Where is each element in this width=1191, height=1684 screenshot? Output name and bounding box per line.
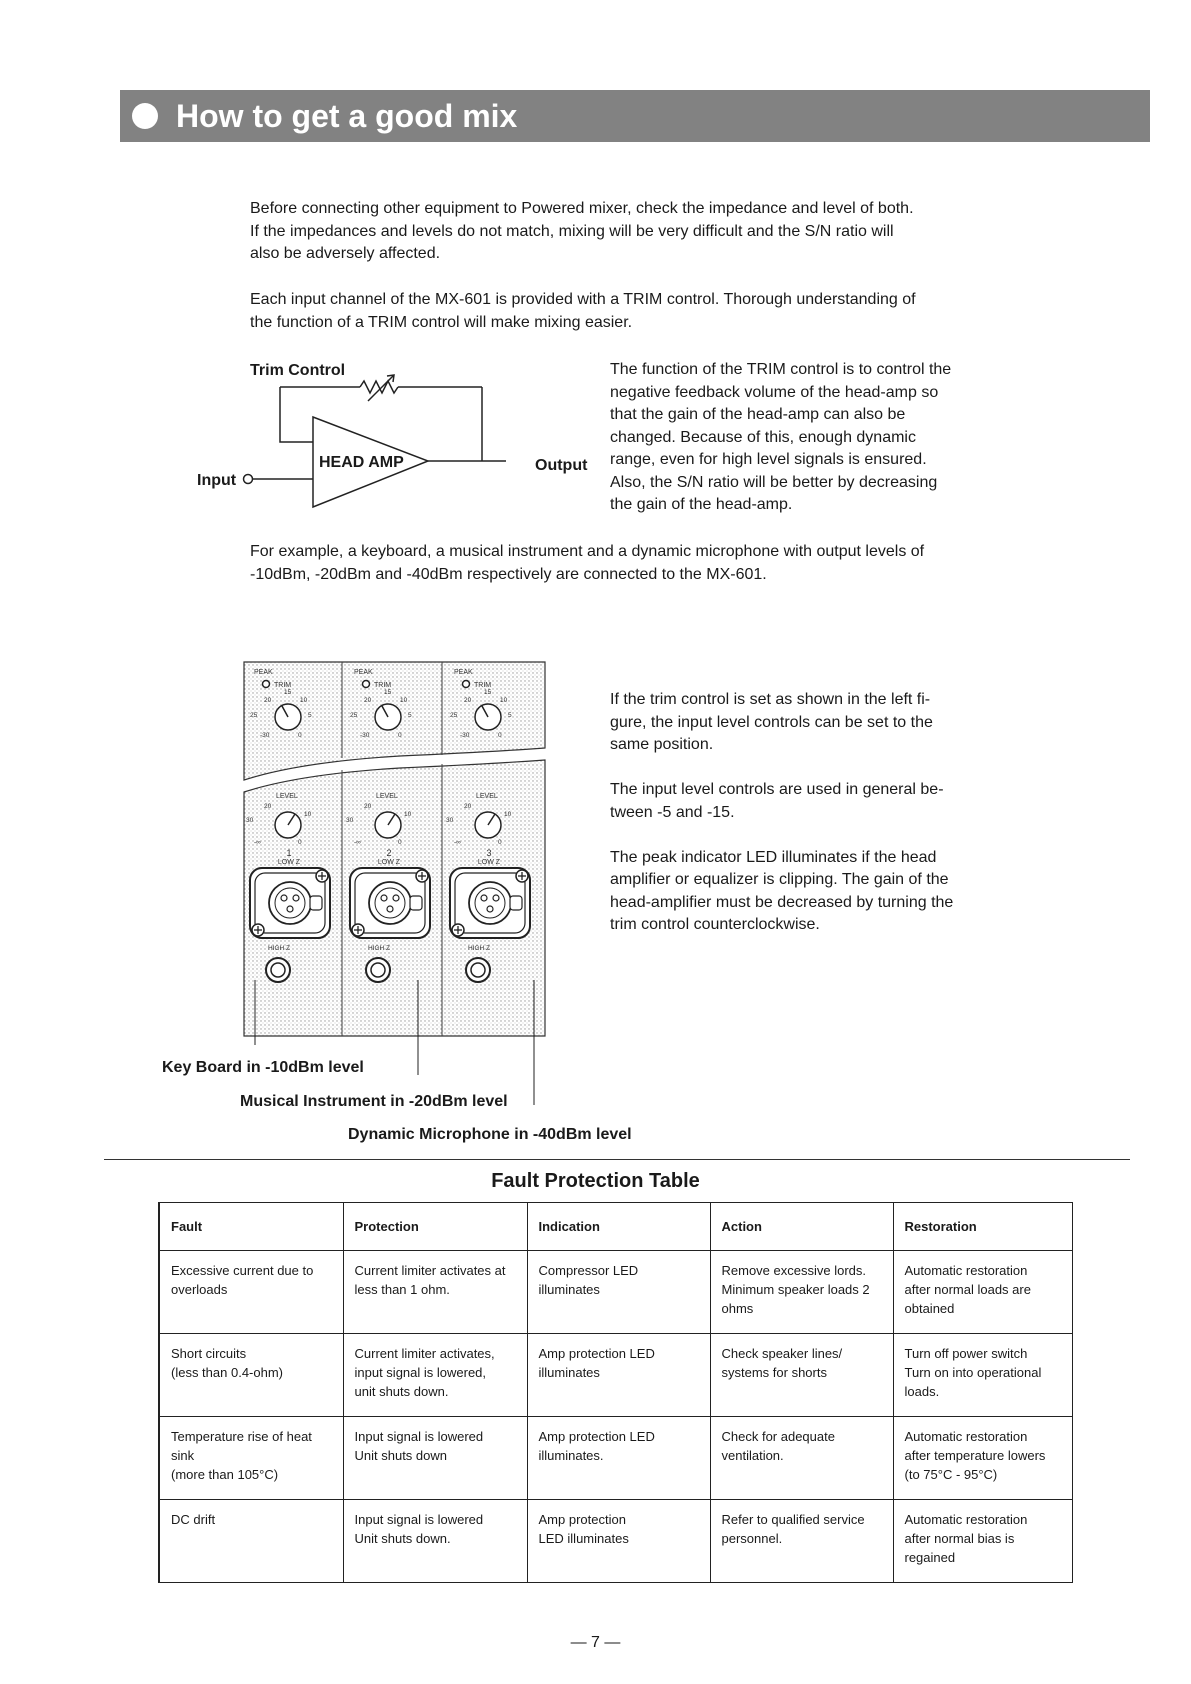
channel-number: 1 — [286, 848, 292, 858]
panel-scale-label: 5 — [508, 712, 512, 719]
table-cell — [343, 1500, 527, 1583]
table-cell — [343, 1251, 527, 1334]
instrument-level-label: Musical Instrument in -20dBm level — [240, 1093, 508, 1110]
cell-text-line: Unit shuts down. — [354, 1531, 451, 1546]
panel-scale-label: 20 — [364, 803, 372, 810]
panel-scale-label: -30 — [360, 732, 370, 739]
cell-text-line: after temperature lowers — [904, 1448, 1046, 1463]
head-amp-label: HEAD AMP — [319, 454, 404, 471]
cell-text-line: illuminates — [538, 1365, 600, 1380]
panel-scale-label: -30 — [260, 732, 270, 739]
trim-label: TRIM — [374, 682, 392, 689]
text-line: The function of the TRIM control is to control the — [610, 361, 952, 378]
spacer — [610, 824, 992, 847]
table-cell — [527, 1500, 710, 1583]
cell-text-line: sink — [171, 1448, 195, 1463]
table-cell — [159, 1251, 343, 1334]
trim-label: TRIM — [274, 682, 292, 689]
fault-table-title: Fault Protection Table — [491, 1170, 700, 1192]
low-z-label: LOW Z — [377, 859, 401, 866]
peak-led-icon — [363, 681, 370, 688]
panel-scale-label: 10 — [404, 811, 412, 818]
keyboard-level-label: Key Board in -10dBm level — [162, 1059, 364, 1076]
column-header: Action — [710, 1203, 893, 1251]
trim-label: TRIM — [474, 682, 492, 689]
table-cell — [159, 1500, 343, 1583]
cell-text-line: regained — [904, 1550, 956, 1565]
table-cell — [527, 1251, 710, 1334]
table-row — [159, 1500, 1072, 1583]
cell-text-line: Remove excessive lords. — [721, 1263, 866, 1278]
text-line: the gain of the head-amp. — [610, 496, 793, 513]
panel-scale-label: 0 — [498, 732, 502, 739]
table-cell — [159, 1417, 343, 1500]
cell-text-line: unit shuts down. — [354, 1384, 449, 1399]
example-paragraph — [250, 541, 992, 586]
section-title: How to get a good mix — [176, 98, 518, 134]
cell-text-line: after normal loads are — [904, 1282, 1031, 1297]
trim-control-label: Trim Control — [250, 362, 346, 379]
panel-scale-label: 25 — [350, 712, 358, 719]
table-cell — [343, 1417, 527, 1500]
panel-scale-label: 0 — [298, 732, 302, 739]
cell-text-line: loads. — [904, 1384, 940, 1399]
table-cell — [710, 1500, 893, 1583]
table-cell — [343, 1334, 527, 1417]
column-header: Fault — [159, 1203, 343, 1251]
cell-text-line: after normal bias is — [904, 1531, 1015, 1546]
channel-number: 2 — [386, 848, 392, 858]
panel-scale-label: -∞ — [454, 839, 461, 846]
table-cell — [893, 1251, 1072, 1334]
cell-text-line: (more than 105°C) — [171, 1467, 279, 1482]
trim-intro-paragraph — [250, 289, 992, 334]
high-z-label: HIGH Z — [368, 945, 391, 952]
cell-text-line: Minimum speaker loads 2 — [721, 1282, 870, 1297]
panel-scale-label: 0 — [498, 839, 502, 846]
intro-paragraph — [250, 198, 992, 266]
cell-text-line: personnel. — [721, 1531, 783, 1546]
cell-text-line: (to 75°C - 95°C) — [904, 1467, 998, 1482]
text-line: range, even for high level signals is ensured. — [610, 451, 927, 468]
panel-scale-label: 25 — [250, 712, 258, 719]
cell-text-line: Unit shuts down — [354, 1448, 447, 1463]
channel-number: 3 — [486, 848, 492, 858]
text-line: For example, a keyboard, a musical instrument and a dynamic microphone with output levels of — [250, 543, 925, 560]
text-line: amplifier or equalizer is clipping. The gain of the — [610, 871, 949, 888]
panel-scale-label: 20 — [464, 803, 472, 810]
text-line: same position. — [610, 736, 714, 753]
panel-scale-label: 20 — [464, 697, 472, 704]
cell-text-line: Input signal is lowered — [354, 1429, 484, 1444]
cell-text-line: illuminates — [538, 1282, 600, 1297]
trim-description — [610, 359, 992, 517]
table-cell — [159, 1334, 343, 1417]
low-z-label: LOW Z — [277, 859, 301, 866]
cell-text-line: overloads — [171, 1282, 228, 1297]
column-header: Indication — [527, 1203, 710, 1251]
text-line: that the gain of the head-amp can also be — [610, 406, 906, 423]
text-line: head-amplifier must be decreased by turning the — [610, 893, 954, 911]
table-row — [159, 1334, 1072, 1417]
panel-scale-label: 30 — [246, 817, 254, 824]
panel-scale-label: 10 — [300, 697, 308, 704]
table-row — [159, 1417, 1072, 1500]
panel-scale-label: 30 — [446, 817, 454, 824]
peak-label: PEAK — [254, 669, 273, 676]
panel-scale-label: -∞ — [254, 839, 261, 846]
table-cell — [710, 1251, 893, 1334]
text-line: If the impedances and levels do not match, mixing will be very difficult and the S/N ratio will — [250, 222, 894, 240]
text-line: The input level controls are used in general be- — [610, 781, 944, 798]
section-header-bar — [120, 90, 1150, 142]
level-label: LEVEL — [276, 793, 298, 800]
trim-control-diagram — [180, 355, 600, 525]
cell-text-line: Excessive current due to — [171, 1263, 314, 1278]
cell-text-line: Compressor LED — [538, 1263, 639, 1278]
table-cell — [893, 1334, 1072, 1417]
level-label: LEVEL — [476, 793, 498, 800]
text-line: the function of a TRIM control will make mixing easier. — [250, 313, 633, 331]
panel-scale-label: 20 — [264, 803, 272, 810]
output-label: Output — [535, 457, 588, 474]
cell-text-line: input signal is lowered, — [354, 1365, 487, 1380]
cell-text-line: Automatic restoration — [904, 1263, 1028, 1278]
cell-text-line: systems for shorts — [721, 1365, 827, 1380]
cell-text-line: Current limiter activates, — [354, 1346, 495, 1361]
panel-scale-label: 0 — [398, 839, 402, 846]
column-header: Protection — [343, 1203, 527, 1251]
panel-scale-label: -30 — [460, 732, 470, 739]
panel-scale-label: 30 — [346, 817, 354, 824]
cell-text-line: Automatic restoration — [904, 1512, 1028, 1527]
cell-text-line: Refer to qualified service — [721, 1512, 865, 1527]
column-header: Restoration — [893, 1203, 1072, 1251]
microphone-level-label: Dynamic Microphone in -40dBm level — [348, 1126, 632, 1143]
cell-text-line: Current limiter activates at — [354, 1263, 506, 1278]
spacer — [610, 757, 992, 780]
cell-text-line: illuminates. — [538, 1448, 604, 1463]
cell-text-line: Turn on into operational — [904, 1365, 1042, 1380]
table-cell — [527, 1417, 710, 1500]
panel-description — [610, 689, 992, 937]
panel-scale-label: 0 — [298, 839, 302, 846]
panel-scale-label: 5 — [408, 712, 412, 719]
table-cell — [893, 1500, 1072, 1583]
cell-text-line: (less than 0.4-ohm) — [171, 1365, 283, 1380]
cell-text-line: Amp protection LED — [538, 1346, 655, 1361]
peak-label: PEAK — [354, 669, 373, 676]
panel-scale-label: 15 — [484, 689, 492, 696]
text-line: trim control counterclockwise. — [610, 916, 820, 933]
table-cell — [893, 1417, 1072, 1500]
high-z-label: HIGH Z — [468, 945, 491, 952]
table-header-row — [159, 1203, 1072, 1251]
text-line: gure, the input level controls can be set to the — [610, 713, 933, 731]
text-line: Each input channel of the MX-601 is provided with a TRIM control. Thorough understanding of — [250, 291, 916, 308]
panel-scale-label: 20 — [364, 697, 372, 704]
text-line: tween -5 and -15. — [610, 803, 735, 821]
table-cell — [527, 1334, 710, 1417]
peak-label: PEAK — [454, 669, 473, 676]
panel-scale-label: 0 — [398, 732, 402, 739]
text-line: changed. Because of this, enough dynamic — [610, 428, 916, 446]
panel-scale-label: 20 — [264, 697, 272, 704]
section-divider — [104, 1159, 1130, 1160]
fault-protection-table — [158, 1202, 1073, 1583]
panel-scale-label: 10 — [400, 697, 408, 704]
cell-text-line: Automatic restoration — [904, 1429, 1028, 1444]
high-z-label: HIGH Z — [268, 945, 291, 952]
panel-scale-label: 5 — [308, 712, 312, 719]
panel-scale-label: 25 — [450, 712, 458, 719]
cell-text-line: ventilation. — [721, 1448, 784, 1463]
text-line: Before connecting other equipment to Powered mixer, check the impedance and level of both. — [250, 200, 914, 217]
text-line: -10dBm, -20dBm and -40dBm respectively are connected to the MX-601. — [250, 565, 767, 583]
cell-text-line: Turn off power switch — [904, 1346, 1028, 1361]
page-number: — 7 — — [570, 1634, 621, 1651]
low-z-label: LOW Z — [477, 859, 501, 866]
cell-text-line: Check for adequate — [721, 1429, 835, 1444]
panel-scale-label: -∞ — [354, 839, 361, 846]
text-line: negative feedback volume of the head-amp so — [610, 383, 939, 401]
cell-text-line: Input signal is lowered — [354, 1512, 484, 1527]
cell-text-line: ohms — [721, 1301, 754, 1316]
cell-text-line: Temperature rise of heat — [171, 1429, 312, 1444]
text-line: If the trim control is set as shown in the left fi- — [610, 691, 931, 708]
text-line: Also, the S/N ratio will be better by decreasing — [610, 473, 938, 491]
panel-scale-label: 15 — [284, 689, 292, 696]
peak-led-icon — [463, 681, 470, 688]
table-row — [159, 1251, 1072, 1334]
level-label: LEVEL — [376, 793, 398, 800]
input-label: Input — [197, 472, 237, 489]
panel-scale-label: 10 — [304, 811, 312, 818]
panel-scale-label: 15 — [384, 689, 392, 696]
text-line: The peak indicator LED illuminates if the head — [610, 848, 937, 866]
cell-text-line: less than 1 ohm. — [354, 1282, 450, 1297]
cell-text-line: Check speaker lines/ — [721, 1346, 843, 1361]
panel-scale-label: 10 — [500, 697, 508, 704]
cell-text-line: Amp protection — [538, 1512, 626, 1527]
cell-text-line: LED illuminates — [538, 1531, 629, 1546]
table-cell — [710, 1417, 893, 1500]
bullet-icon — [132, 103, 158, 129]
peak-led-icon — [263, 681, 270, 688]
table-cell — [710, 1334, 893, 1417]
cell-text-line: DC drift — [171, 1512, 216, 1527]
cell-text-line: Short circuits — [171, 1346, 247, 1361]
cell-text-line: obtained — [904, 1301, 955, 1316]
panel-scale-label: 10 — [504, 811, 512, 818]
cell-text-line: Amp protection LED — [538, 1429, 655, 1444]
text-line: also be adversely affected. — [250, 245, 441, 262]
